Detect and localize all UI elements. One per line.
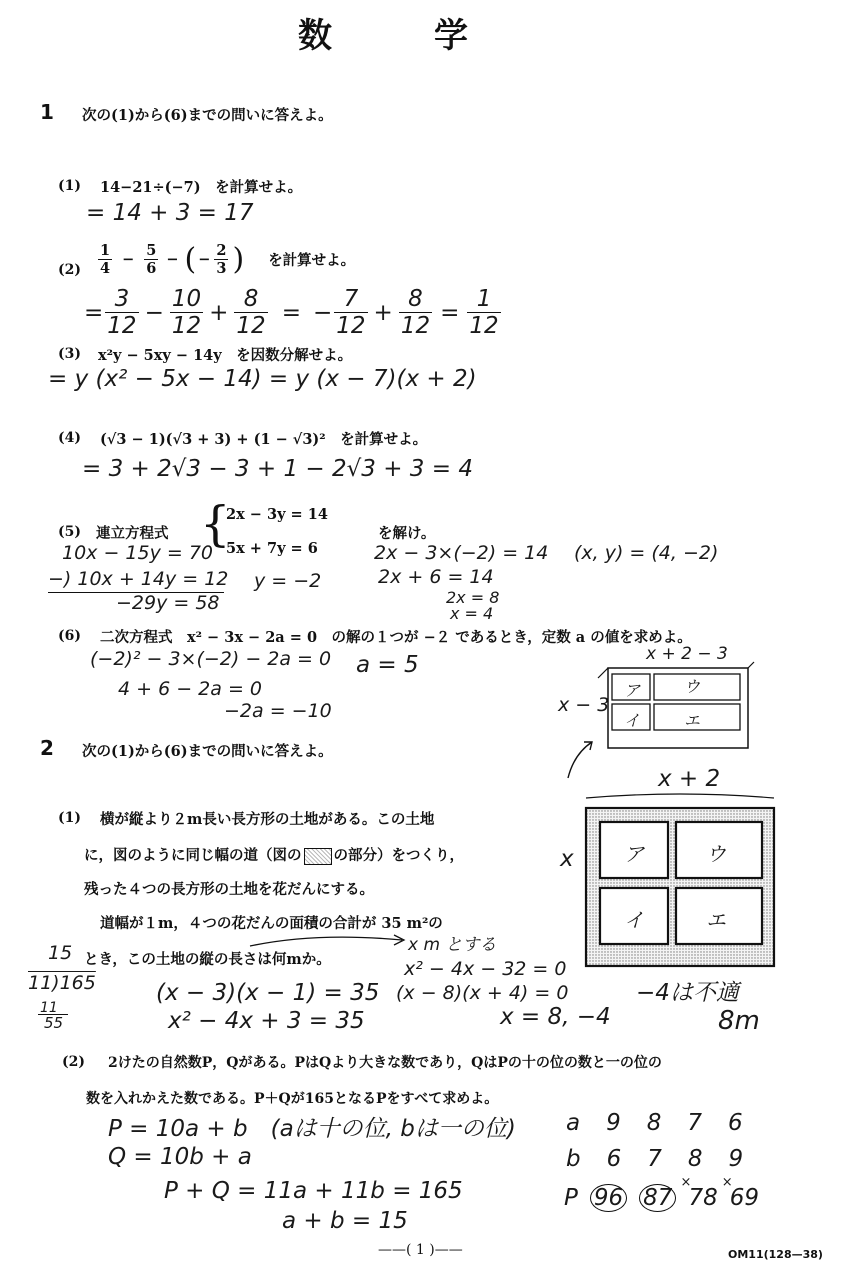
section-1-instruction: 次の(1)から(6)までの問いに答えよ。 <box>82 107 333 124</box>
table-row: a 9 8 7 6 <box>566 1110 743 1136</box>
sketch-cell-e: エ <box>684 711 701 730</box>
s1-q3-label: (3) <box>58 346 81 362</box>
side-calc: 15 <box>48 942 73 964</box>
fraction: $\frac{1}{4}$ <box>100 242 111 277</box>
figure-left-label: x <box>560 846 574 872</box>
s1-q5-work: y = −2 <box>254 570 322 592</box>
s2-q1-text: に，図のように同じ幅の道（図の の部分）をつくり， <box>84 847 464 864</box>
s2-q2-label: (2) <box>62 1054 85 1070</box>
table-row: P 96 87 × 78 × 69 <box>564 1175 759 1211</box>
s1-q4-answer: = 3 + 2√3 − 3 + 1 − 2√3 + 3 = 4 <box>82 456 473 482</box>
s1-q5-label: (5) <box>58 524 81 540</box>
arrow-icon <box>246 930 416 952</box>
s1-q5-work: 2x + 6 = 14 <box>378 566 494 588</box>
s2-q1-label: (1) <box>58 810 81 826</box>
figure-cell-u: ウ <box>706 842 726 866</box>
s2-q2-text: 数を入れかえた数である。P＋Qが165となるPをすべて求めよ。 <box>86 1091 499 1107</box>
s1-q5-eq1: 2x − 3y = 14 <box>226 506 328 523</box>
s1-q4-problem: (√3 − 1)(√3 + 3) + (1 − √3)² を計算せよ。 <box>100 431 428 448</box>
section-2-number: 2 <box>40 736 54 760</box>
s1-q5-work: −29y = 58 <box>116 592 220 614</box>
figure-cell-a: ア <box>624 842 644 866</box>
s1-q5-work: 2x − 3×(−2) = 14 <box>374 542 549 564</box>
s2-q2-work: P = 10a + b (aは十の位, bは一の位) <box>108 1116 516 1142</box>
s1-q5-work: −) 10x + 14y = 12 <box>48 568 229 590</box>
s2-q2-work: Q = 10b + a <box>108 1144 252 1170</box>
s2-q1-work: x² − 4x + 3 = 35 <box>168 1008 365 1034</box>
sketch-cell-a: ア <box>624 681 641 700</box>
sketch-cell-u: ウ <box>684 677 701 696</box>
system-brace: { <box>200 496 231 552</box>
page-number: ——( 1 )—— <box>378 1242 463 1258</box>
s2-q2-work: a + b = 15 <box>282 1208 408 1234</box>
s1-q3-problem: x²y − 5xy − 14y を因数分解せよ。 <box>98 347 353 364</box>
s2-q2-work: P + Q = 11a + 11b = 165 <box>164 1178 463 1204</box>
s1-q6-label: (6) <box>58 628 81 644</box>
fraction: $\frac{2}{3}$ <box>216 242 227 277</box>
s1-q5-work: x = 4 <box>450 604 494 623</box>
s2-q1-work: (x − 8)(x + 4) = 0 <box>396 982 569 1004</box>
reject-mark-icon: × <box>680 1175 692 1190</box>
document-code: OM11(128—38) <box>728 1248 823 1261</box>
s1-q6-problem: 二次方程式 x² − 3x − 2a = 0 の解の１つが −２ であるとき，定数 a の値を求めよ。 <box>100 629 692 646</box>
s1-q4-label: (4) <box>58 430 81 446</box>
s2-q1-text: 横が縦より２m長い長方形の土地がある。この土地 <box>100 811 435 828</box>
s1-q5-suffix: を解け。 <box>378 525 436 542</box>
figure-cell-i: イ <box>624 908 644 932</box>
s2-q1-note: x m とする <box>408 935 497 955</box>
s1-q6-work: −2a = −10 <box>224 700 332 722</box>
s2-q1-answer: 8m <box>718 1006 760 1036</box>
figure-top-label: x + 2 <box>658 766 721 792</box>
s2-q1-work: x² − 4x − 32 = 0 <box>404 958 567 980</box>
side-calc: 11)165 <box>28 972 96 994</box>
s1-q3-answer: = y (x² − 5x − 14) = y (x − 7)(x + 2) <box>48 366 477 392</box>
land-figure <box>580 792 780 972</box>
s2-q2-text: 2けたの自然数P，Qがある。PはQより大きな数であり，QはPの十の位の数と一の位の <box>108 1055 662 1071</box>
sketch-top-label: x + 2 − 3 <box>646 644 728 664</box>
side-calc: 11 <box>40 1000 58 1016</box>
section-1-number: 1 <box>40 100 54 124</box>
s2-q1-work: x = 8, −4 <box>500 1004 611 1030</box>
road-legend-swatch <box>304 848 332 865</box>
s1-q1-problem: 14−21÷(−7) を計算せよ。 <box>100 179 303 196</box>
sketch-left-label: x − 3 <box>558 694 610 716</box>
s1-q6-work: (−2)² − 3×(−2) − 2a = 0 <box>90 648 332 670</box>
arrow-icon <box>560 736 600 782</box>
s1-q5-eq2: 5x + 7y = 6 <box>226 540 318 557</box>
sketch-cell-i: イ <box>624 711 641 730</box>
table-row: b 6 7 8 9 <box>566 1146 744 1172</box>
s1-q2-answer: = $\frac{3}{12}$ − $\frac{10}{12}$ + $\frac{8}{12}$ = − $\frac{7}{12}$ + $\frac{8}{12}$ = $\frac{1}{12}$ <box>84 286 499 339</box>
s2-q1-reject-note: −4は不適 <box>636 980 739 1006</box>
s1-q6-work: 4 + 6 − 2a = 0 <box>118 678 262 700</box>
s2-q1-text: とき，この土地の縦の長さは何mか。 <box>84 951 331 968</box>
side-calc: 55 <box>44 1014 64 1032</box>
circled-answer: 96 <box>590 1184 627 1212</box>
s1-q1-label: (1) <box>58 178 81 194</box>
s1-q5-work: 10x − 15y = 70 <box>62 542 214 564</box>
fraction: $\frac{5}{6}$ <box>146 242 157 277</box>
s1-q5-answer: (x, y) = (4, −2) <box>574 542 719 564</box>
s1-q2-problem: $\frac{1}{4}$ − $\frac{5}{6}$ − ( − $\frac{2}{3}$ ) を計算せよ。 <box>100 242 356 277</box>
page-title: 数 学 <box>298 16 468 56</box>
section-2-instruction: 次の(1)から(6)までの問いに答えよ。 <box>82 743 333 760</box>
figure-cell-e: エ <box>706 908 726 932</box>
s2-q1-text: 道幅が１m，４つの花だんの面積の合計が 35 m²の <box>100 915 443 932</box>
s1-q2-label: (2) <box>58 262 81 278</box>
s2-q1-text: 残った４つの長方形の土地を花だんにする。 <box>84 881 374 898</box>
sketch-figure <box>596 660 756 758</box>
reject-mark-icon: × <box>721 1175 733 1190</box>
s1-q5-lead: 連立方程式 <box>96 525 169 542</box>
s1-q5-work: 2x = 8 <box>446 588 500 607</box>
circled-answer: 87 <box>639 1184 676 1212</box>
s1-q1-answer: = 14 + 3 = 17 <box>86 200 254 226</box>
s2-q1-work: (x − 3)(x − 1) = 35 <box>156 980 380 1006</box>
s1-q6-answer: a = 5 <box>356 652 419 678</box>
